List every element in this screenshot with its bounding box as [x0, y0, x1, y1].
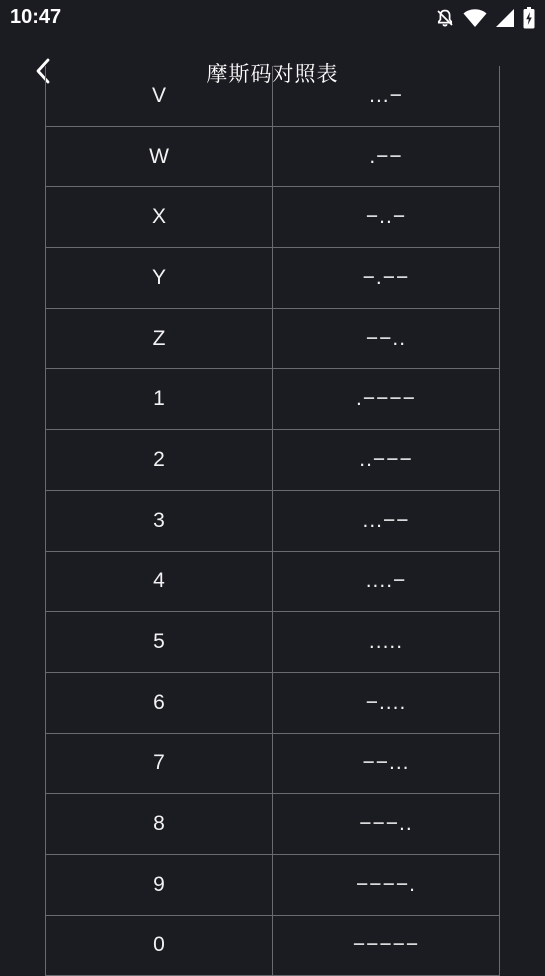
table-row	[46, 430, 499, 491]
table-cell-character: 6	[46, 673, 273, 733]
table-cell-character: 3	[46, 491, 273, 551]
table-cell-morse-code: ...−−	[362, 508, 410, 532]
table-cell-character: W	[46, 127, 273, 187]
table-cell-morse-code: .−−−−	[356, 387, 416, 411]
table-cell-morse-code: −..−	[365, 205, 407, 229]
table-cell-morse-code: −.−−	[362, 265, 410, 289]
table-cell-character: Y	[46, 248, 273, 308]
table-row	[46, 309, 499, 370]
table-row	[46, 734, 499, 795]
table-row	[46, 673, 499, 734]
table-cell-morse-code: −−−..	[359, 812, 413, 836]
table-cell-character: 4	[46, 552, 273, 612]
table-cell-morse-code: .−−	[369, 144, 403, 168]
table-cell-morse-code: −....	[365, 690, 407, 714]
table-cell-character: V	[46, 66, 273, 126]
status-time: 10:47	[10, 6, 62, 28]
table-cell-character: 1	[46, 369, 273, 429]
table-cell-morse-code: −−...	[362, 751, 410, 775]
table-row	[46, 552, 499, 613]
table-cell-morse-code: ...−	[369, 83, 403, 107]
table-row	[46, 66, 499, 127]
table-cell-character: 5	[46, 612, 273, 672]
battery-charging-icon	[523, 7, 535, 29]
table-cell-character: 7	[46, 734, 273, 794]
table-cell-morse-code: .....	[368, 630, 404, 654]
table-row	[46, 916, 499, 976]
table-cell-morse-code: −−..	[365, 326, 407, 350]
signal-icon	[495, 8, 515, 28]
table-cell-character: Z	[46, 309, 273, 369]
page-title: 摩斯码对照表	[206, 62, 339, 86]
status-icons	[435, 7, 535, 29]
table-cell-morse-code: ..−−−	[359, 447, 413, 471]
wifi-icon	[463, 8, 487, 28]
table-row	[46, 794, 499, 855]
table-cell-character: 0	[46, 916, 273, 976]
table-row	[46, 187, 499, 248]
table-cell-morse-code: ....−	[365, 569, 407, 593]
table-cell-character: X	[46, 187, 273, 247]
table-row	[46, 248, 499, 309]
table-row	[46, 491, 499, 552]
table-cell-character: 2	[46, 430, 273, 490]
table-row	[46, 855, 499, 916]
table-row	[46, 612, 499, 673]
bell-off-icon	[435, 8, 455, 28]
table-cell-morse-code: −−−−−	[352, 933, 420, 957]
table-cell-character: 8	[46, 794, 273, 854]
table-cell-morse-code: −−−−.	[356, 872, 416, 896]
morse-table-viewport[interactable]	[45, 83, 500, 957]
morse-table	[45, 66, 500, 976]
table-cell-character: 9	[46, 855, 273, 915]
status-bar	[0, 0, 545, 36]
table-row	[46, 369, 499, 430]
table-row	[46, 127, 499, 188]
